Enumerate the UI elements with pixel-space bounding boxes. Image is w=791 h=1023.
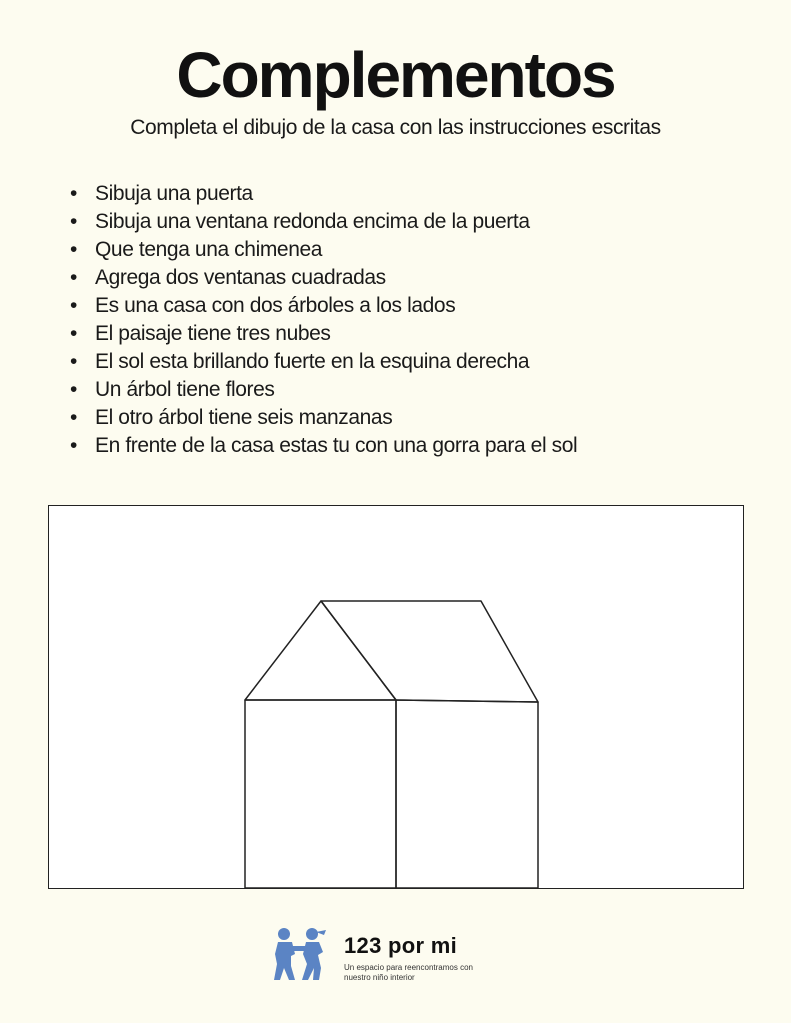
house-front-gable (245, 601, 396, 700)
house-front-wall (245, 700, 396, 888)
instruction-list (70, 180, 577, 460)
page-subtitle: Completa el dibujo de la casa con las instrucciones escritas (130, 116, 661, 139)
list-item: • Un árbol tiene flores (70, 378, 275, 401)
children-playing-icon (272, 926, 336, 986)
list-item: • El sol esta brillando fuerte en la esquina derecha (70, 350, 530, 373)
brand-name: 123 por mi (344, 933, 458, 958)
brand-logo (272, 926, 522, 986)
list-item: • El otro árbol tiene seis manzanas (70, 406, 393, 429)
drawing-area[interactable] (48, 505, 744, 889)
list-item: • En frente de la casa estas tu con una gorra para el sol (70, 434, 578, 457)
house-side-wall (396, 700, 538, 888)
list-item: • Agrega dos ventanas cuadradas (70, 266, 386, 289)
list-item: • El paisaje tiene tres nubes (70, 322, 331, 345)
house-roof-side (321, 601, 538, 702)
list-item: • Sibuja una puerta (70, 182, 253, 205)
list-item: • Es una casa con dos árboles a los lados (70, 294, 456, 317)
page-title: Complementos (176, 39, 615, 111)
brand-tagline: Un espacio para reencontramos con nuestro niño interior (344, 963, 473, 982)
list-item: • Sibuja una ventana redonda encima de la puerta (70, 210, 530, 233)
house-drawing (49, 506, 743, 888)
list-item: • Que tenga una chimenea (70, 238, 323, 261)
